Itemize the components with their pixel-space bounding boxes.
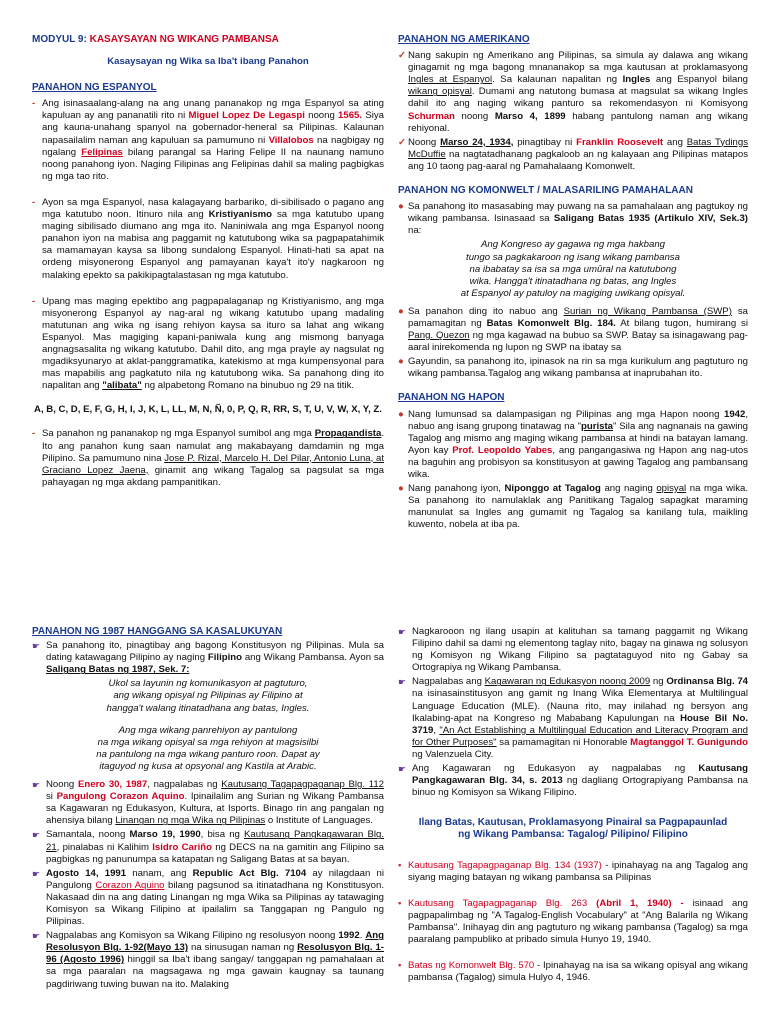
k1987-para-5: ☛ Nagpalabas ang Komisyon sa Wikang Filipino ng resolusyon noong 1992. Ang Resolusyon Blg. 1-92(Mayo 13) na sinusugan naman ng Resolusyon Blg. 1-96 (Agosto 1996) hinggil sa Iba't ibang sangay/ tanggapan ng pamahalaan at sa mga paaralan na magsagawa ng mga gawain kaugnay sa taunang pagdiriwang tuwing buwan na ito. Malaking bbox=[32, 930, 385, 990]
checkmark-icon: ✓ bbox=[398, 50, 407, 62]
k1987-para-1: ☛ Sa panahong ito, pinagtibay ang bagong Konstitusyon ng Pilipinas. Mula sa dating katawagang Pilipino ay naging Filipino ang Wikang Pambansa. Ayon sa Saligang Batas ng 1987, Sek. 7: bbox=[32, 640, 384, 676]
law-item-1: • Kautusang Tagapagpaganap Blg. 134 (1937) - ipinahayag na ang Tagalog ang siyang maging batayan ng wikang pambansa sa Pilipinas bbox=[398, 859, 749, 883]
pointing-hand-icon: ☛ bbox=[32, 641, 41, 652]
komonwelt-quote: Ang Kongreso ay gagawa ng mga hakbang tungo sa pagkakaroon ng isang wikang pambansa na ibabatay sa isa sa mga umūral na katutubong wika. Hangga't itinatadhana ng batas, ang Ingles at Espanyol ay patuloy na magiging uwikang opisyal. bbox=[460, 239, 686, 299]
pointing-hand-icon: ☛ bbox=[398, 627, 407, 637]
pointing-hand-icon: ☛ bbox=[32, 780, 41, 791]
espanyol-para-4: - Sa panahon ng pananakop ng mga Espanyol sumibol ang mga Propagandista. Ito ang panahon kung saan namulat ang makabayang damdamin ng mga Pilipino. Sa pamumuno nina Jose P. Rizal, Marcelo H. Del Pilar, Antonio Luna, at Graciano Lopez Jaena, ginamit ang wikang Tagalog sa pagsulat sa mga pahayagan ng mga akdang pampanitikan. bbox=[32, 428, 384, 488]
module-title: MODYUL 9: KASAYSAYAN NG WIKANG PAMBANSA bbox=[32, 34, 279, 45]
dot-bullet: ● bbox=[398, 356, 404, 368]
espanyol-para-3: - Upang mas maging epektibo ang pagpapalaganap ng Kristiyanismo, ang mga misyonerong Espanyol ay nag-aral ng wikang katutubo upang madaling matutunan ang wika ng isang rehiyon kaysa sa ituro sa lahat ang wikang Espanyol. Mas magiging kapani-paniwala kung ang mismong banyaga angnagsasalita ng wikang katutubo. Dahil dito, ang mga prayle ay nagsulat ng mgadiksyunaryo at aklat-panggramatika, katekismo at mga kumpensyonal para mas mapabilis ang pagkatuto nila ng katutubong wika. Sa panahong ding ito napalitan ang "alibata" ng alpabetong Romano na binubuo ng 29 na titik. bbox=[32, 295, 384, 392]
pointing-hand-icon: ☛ bbox=[398, 677, 407, 688]
checkmark-icon: ✓ bbox=[398, 136, 407, 148]
dash-bullet: - bbox=[32, 98, 36, 110]
module-subtitle: Kasaysayan ng Wika sa Iba't ibang Panahon bbox=[107, 56, 309, 68]
k1987-heading: PANAHON NG 1987 HANGGANG SA KASALUKUYAN bbox=[32, 626, 283, 637]
espanyol-para-2: - Ayon sa mga Espanyol, nasa kalagayang barbariko, di-sibilisado o pagano ang mga katutubo noon. Itinuro nila ang Kristiyanismo sa mga katutubo upang maging sibilisado diumano ang mga ito. Naniniwala ang mga Espanyol noong panahon iyon na mabisa ang paggamit ng katutubong wika sa pagpapatahimik sa mamamayan kaysa sa libong sundalong Espanyol. Hinati-hati sa apat na ordeng misyonerong Espanyol ang pamayanan kaya't ito'y nagkaroon ng malaking epekto sa pakikipagtalastasan ng mga katutubo. bbox=[32, 196, 384, 281]
rb-para-1: ☛ Nagkarooon ng ilang usapin at kalituhan sa tamang paggamit ng Wikang Filipino dahil sa dami ng elementong taglay nito, bagay na ginawa ng solusyon ng Komisyon ng Wikang Filipino sa pagtataguyod nito ng Gabay sa Ortograpiya ng Wikang Pambansa. bbox=[398, 626, 748, 674]
pointing-hand-icon: ☛ bbox=[32, 830, 41, 841]
komonwelt-para-2: ● Sa panahon ding ito nabuo ang Surian ng Wikang Pambansa (SWP) sa pamamagitan ng Batas Komonwelt Blg. 184. At bilang tugon, humirang si Pang. Quezon ng mga kagawad na bubuo sa SWP. Batay sa isinagawang pag-aaral inirekomenda ng lupon ng SWP na ibatay sa bbox=[398, 305, 748, 354]
amerikano-para-2: ✓ Noong Marso 24, 1934, pinagtibay ni Franklin Roosevelt ang Batas Tydings McDuffie na nagtatadhanang pagkaloob an ng kalayaan ang Pilipinas matapos ang 10 taong pag-aaral ng Pamahalaang Komonwelt. bbox=[398, 136, 749, 172]
left-top-column bbox=[32, 34, 384, 501]
dot-bullet: • bbox=[398, 897, 402, 909]
komonwelt-heading: PANAHON NG KOMONWELT / MALASARILING PAMAHALAAN bbox=[398, 185, 693, 197]
dot-bullet: ● bbox=[398, 305, 404, 317]
rb-para-3: ☛ Ang Kagawaran ng Edukasyon ay nagpalabas ng Kautusang Pangkagawaran Blg. 34, s. 2013 ng dagliang Ortograpiyang Pambansa na binuo ng Komisyon sa Wikang Filipino. bbox=[398, 763, 749, 799]
right-bottom-column bbox=[398, 626, 748, 996]
amerikano-para-1: ✓ Nang sakupin ng Amerikano ang Pilipinas, sa simula ay dalawa ang wikang ginagamit ng mga bagong mnananakop sa mga kautusan at proklamasyong Ingles at Espanyol. Sa kalaunan napalitan ng Ingles ang Espanyol bilang wikang opisyal. Dumami ang natutong bumasa at magsulat sa wikang Ingles dahil ito ang naging wikang panturo sa rekomendasyon ni Komisyong Schurman noong Marso 4, 1899 habang pantulong naman ang wikang rehiyonal. bbox=[398, 50, 748, 134]
right-top-column bbox=[398, 34, 748, 543]
law-item-2: • Kautusang Tagapagpaganap Blg. 263 (Abril 1, 1940) - isinaad ang pagpapalimbag ng "A Tagalog-English Vocabulary" at "Ang Balarila ng Wikang Pambansa". Inihayag din ang pagtuturo ng wikang pambansa (Tagalog) sa mga paaralang pampubliko at pribado simula Hunyo 19, 1940. bbox=[398, 897, 748, 945]
law-item-3: • Batas ng Komonwelt Blg. 570 - Ipinahayag na isa sa wikang opisyal ang wikang pambansa (Tagalog) simula Hulyo 4, 1946. bbox=[398, 960, 748, 984]
dot-bullet: ● bbox=[398, 483, 404, 495]
alphabet-list: A, B, C, D, E, F, G, H, I, J, K, L, LL, M, N, Ñ, 0, P, Q, R, RR, S, T, U, V, W, X, Y, Z. bbox=[34, 404, 382, 416]
dot-bullet: ● bbox=[398, 408, 404, 420]
hapon-para-1: ● Nang lumunsad sa dalampasigan ng Pilipinas ang mga Hapon noong 1942, nabuo ang isang grupong tinatawag na "purista" Sila ang nagnanais na gawing Tagalog ang mismo ang maging wikang pambansa at hindi na batayan lamang. Ayon kay Prof. Leopoldo Yabes, ang pangangasiwa ng Hapon ang nag-utos na baguhin ang probisyon sa konstitusyon at gawing Tagalog ang pambansang wika. bbox=[398, 408, 748, 480]
laws-heading: Ilang Batas, Kautusan, Proklamasyong Pinairal sa Pagpapaunlad ng Wikang Pambansa: Tagalog/ Pilipino/ Filipino bbox=[418, 817, 728, 841]
espanyol-heading: PANAHON NG ESPANYOL bbox=[32, 82, 157, 94]
k1987-quote-2: Ang mga wikang panrehiyon ay pantulong na mga wikang opisyal sa mga rehiyon at magsisilbi na pantulong na mga wikang panturo roon. Dapat ay itaguyod ng kusa at opsyonal ang Kastila at Arabic. bbox=[96, 724, 320, 772]
pointing-hand-icon: ☛ bbox=[32, 931, 41, 942]
komonwelt-para-1: ● Sa panahong ito masasabing may puwang na sa pamahalaan ang pagtukoy ng wikang pambansa. Isinasaad sa Saligang Batas 1935 (Artikulo XIV, Sek.3) na: bbox=[398, 201, 748, 237]
left-bottom-column bbox=[32, 626, 384, 993]
espanyol-para-1: - Ang isinasaalang-alang na ang unang pananakop ng mga Espanyol sa ating kapuluan ay ang pananatili rito ni Miguel Lopez De Legaspi noong 1565. Siya ang kauna-unahang spanyol na gobernador-heneral sa Pilipinas. Kalaunan napasailalim naman ang kapuluan sa pamumuno ni Villalobos na nagbigay ng ngalang Felipinas bilang parangal sa Haring Felipe II na naunang namuno noong panahong iyon. Naging Filipinas ang Felipinas dahil sa maling pagbigkas ng mga tao rito. bbox=[32, 98, 385, 182]
dot-bullet: • bbox=[398, 859, 402, 871]
dot-bullet: • bbox=[398, 960, 402, 972]
k1987-quote-1: Ukol sa layunin ng komunikasyon at pagtuturo, ang wikang opisyal ng Pilipinas ay Filipino at hangga't walang itinatadhana ang batas, Ingles. bbox=[106, 678, 310, 714]
hapon-heading: PANAHON NG HAPON bbox=[398, 392, 505, 404]
k1987-para-3: ☛ Samantala, noong Marso 19, 1990, bisa ng Kautusang Pangkagawaran Blg. 21, pinalabas ni Kalihim Isidro Cariño ng DECS na na gamitin ang Filipino sa pagbigkas ng panunumpa sa katapatan ng Saligang Batas at sa bayan. bbox=[32, 829, 385, 865]
dash-bullet: - bbox=[32, 295, 36, 307]
rb-para-2: ☛ Nagpalabas ang Kagawaran ng Edukasyon noong 2009 ng Ordinansa Blg. 74 na isinasainstitusyon ang gamit ng Inang Wika Elementarya at Multilingual Language Education (MLE). (Nauna rito, may inilahad ng bersyon ang Ikalabing-apat na Kongreso ng Mababang Kapulungan na House Bil No. 3719, "An Act Establishing a Multilingual Education and Literacy Program and for Other Purposes" sa pamamagitan ni Honorable Magtanggol T. Gunigundo ng Valenzuela City. bbox=[398, 676, 748, 760]
amerikano-heading: PANAHON NG AMERIKANO bbox=[398, 34, 530, 45]
pointing-hand-icon: ☛ bbox=[32, 868, 41, 879]
komonwelt-para-3: ● Gayundin, sa panahong ito, ipinasok na rin sa mga kurikulum ang pagtuturo ng wikang pambansa.Tagalog ang wikang pambansa at inaprubahan ito. bbox=[398, 356, 748, 380]
k1987-para-2: ☛ Noong Enero 30, 1987, nagpalabas ng Kautusang Tagapagpaganap Blg. 112 si Pangulong Corazon Aquino. Ipinailalim ang Surian ng Wikang Pambansa sa Kagawaran ng Edukasyon, Kultura, at Isports. Binago rin ang pangalan ng ahensiya bilang Linangan ng mga Wika ng Pilipinas o Institute of Languages. bbox=[32, 779, 385, 827]
dash-bullet: - bbox=[32, 196, 36, 208]
dash-bullet: - bbox=[32, 428, 36, 440]
hapon-para-2: ● Nang panahong iyon, Niponggo at Tagalog ang naging opisyal na mga wika. Sa panahong ito namulaklak ang Panitikang Tagalog sapagkat maraming manunulat sa Ingles ang gumamit ng Tagalog sa kanilang tula, maikling kuwento, nobela at iba pa. bbox=[398, 483, 748, 531]
dot-bullet: ● bbox=[398, 201, 404, 213]
k1987-para-4: ☛ Agosto 14, 1991 nanam, ang Republic Act Blg. 7104 ay nilagdaan ni Pangulong Corazon Aquino bilang pagsunod sa itinatadhana ng Konstitusyon. Nakasaad din na ang dating Linangan ng mga Wika sa Pilipinas ay tatawaging Komisyon sa Wikang Filipino at ipailalim sa Tanggapan ng Pangulo ng Pilipinas. bbox=[32, 867, 384, 928]
pointing-hand-icon: ☛ bbox=[398, 764, 407, 775]
